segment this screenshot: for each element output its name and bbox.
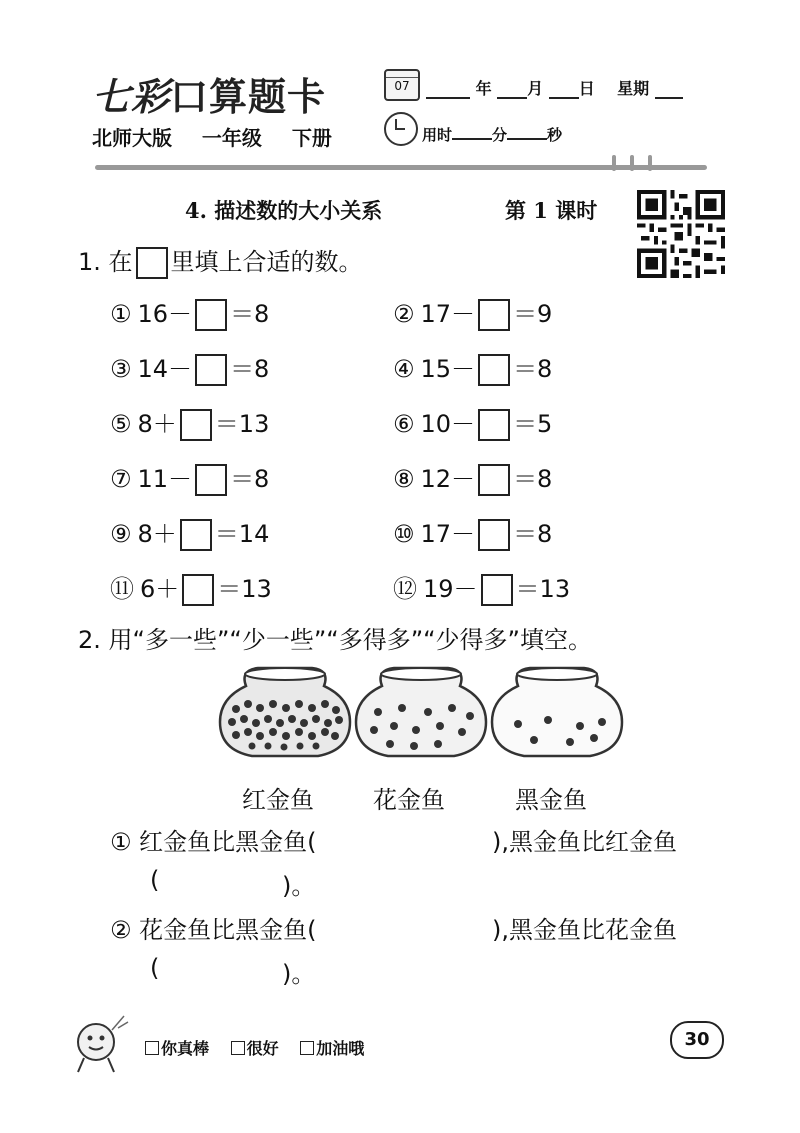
weekday-blank[interactable]: [655, 81, 683, 99]
q2-sentence-1b: ),黑金鱼比红金鱼: [492, 828, 677, 856]
brand-title: [92, 66, 326, 121]
answer-box[interactable]: [180, 519, 212, 551]
fish-label-red: 红金鱼: [242, 786, 314, 814]
rating-option-2[interactable]: 很好: [231, 1039, 279, 1058]
q2-sentence-2a: ② 花金鱼比黑金鱼(: [110, 916, 317, 944]
calendar-day: 07: [394, 79, 410, 93]
equation-right: ＝8: [230, 355, 270, 383]
equation-number: ④: [393, 355, 415, 383]
seconds-blank[interactable]: [507, 124, 547, 140]
clock-icon: [384, 112, 418, 146]
goldfish-bowl-black: [490, 664, 624, 762]
equation-left: 15－: [420, 355, 476, 383]
answer-box[interactable]: [478, 354, 510, 386]
q2-sentence-2d: )。: [282, 960, 316, 988]
equation-number: ①: [110, 300, 132, 328]
ring-binder-icon: [612, 155, 672, 171]
answer-box[interactable]: [182, 574, 214, 606]
self-rating: [145, 1036, 380, 1059]
edition-label: 北师大版 一年级 下册: [92, 126, 332, 150]
answer-box[interactable]: [478, 464, 510, 496]
q2-sentence-1a: ① 红金鱼比黑金鱼(: [110, 828, 317, 856]
equation-item: [110, 514, 269, 551]
year-label: 年: [475, 79, 492, 98]
equation-left: 19－: [423, 575, 478, 603]
lesson-title: 4. 描述数的大小关系: [185, 198, 383, 223]
equation-item: [393, 569, 570, 606]
equation-number: ⑦: [110, 465, 132, 493]
equation-left: 10－: [420, 410, 476, 438]
equation-item: [393, 404, 552, 441]
answer-box[interactable]: [478, 519, 510, 551]
minutes-label: 分: [492, 126, 508, 144]
equation-number: ⑩: [393, 520, 415, 548]
brand-series: 七彩: [92, 74, 171, 119]
q2-sentence-1d: )。: [282, 872, 316, 900]
time-used-line: [422, 124, 562, 145]
equation-right: ＝8: [230, 300, 270, 328]
answer-box[interactable]: [180, 409, 212, 441]
equation-right: ＝8: [513, 520, 553, 548]
equation-number: ⑫: [393, 575, 417, 603]
equation-number: ②: [393, 300, 415, 328]
day-label: 日: [578, 79, 595, 98]
q2-sentence-1c: (: [150, 866, 160, 894]
equation-item: [110, 404, 269, 441]
equation-left: 17－: [420, 520, 476, 548]
example-box: [136, 247, 168, 279]
equation-left: 17－: [420, 300, 476, 328]
equation-number: ⑥: [393, 410, 415, 438]
minutes-blank[interactable]: [452, 124, 492, 140]
rating-option-3[interactable]: 加油哦: [300, 1039, 364, 1058]
answer-box[interactable]: [478, 409, 510, 441]
equation-item: [393, 514, 552, 551]
equation-number: ⑧: [393, 465, 415, 493]
rating-option-1[interactable]: 你真棒: [145, 1039, 209, 1058]
goldfish-bowl-red: [218, 664, 352, 762]
fish-label-black: 黑金鱼: [515, 786, 587, 814]
checkbox-icon[interactable]: [145, 1041, 159, 1055]
q2-sentence-2c: (: [150, 954, 160, 982]
answer-box[interactable]: [195, 299, 227, 331]
time-used-label: 用时: [422, 126, 453, 144]
qr-code-icon[interactable]: [636, 190, 726, 278]
q2-sentence-2b: ),黑金鱼比花金鱼: [492, 916, 677, 944]
equation-right: ＝14: [214, 520, 270, 548]
answer-box[interactable]: [195, 464, 227, 496]
checkbox-icon[interactable]: [231, 1041, 245, 1055]
equation-right: ＝5: [513, 410, 553, 438]
equation-right: ＝9: [513, 300, 553, 328]
equation-left: 16－: [137, 300, 193, 328]
equation-item: [110, 294, 269, 331]
equation-number: ⑤: [110, 410, 132, 438]
goldfish-bowl-flower: [354, 664, 488, 762]
answer-box[interactable]: [478, 299, 510, 331]
month-label: 月: [527, 79, 544, 98]
month-blank[interactable]: [497, 81, 527, 99]
equation-right: ＝13: [217, 575, 272, 603]
equation-item: [393, 294, 552, 331]
equation-item: [110, 459, 269, 496]
equation-number: ③: [110, 355, 132, 383]
equation-item: [393, 349, 552, 386]
equation-left: 8＋: [137, 410, 177, 438]
answer-box[interactable]: [195, 354, 227, 386]
checkbox-icon[interactable]: [300, 1041, 314, 1055]
equation-right: ＝8: [513, 465, 553, 493]
brand-name: 口算题卡: [170, 74, 327, 119]
equation-number: ⑨: [110, 520, 132, 548]
q1-suffix: 里填上合适的数。: [170, 248, 363, 276]
q1-prefix: 1. 在: [78, 248, 133, 276]
page-number: 30: [670, 1021, 724, 1059]
fish-label-flower: 花金鱼: [373, 786, 445, 814]
equation-right: ＝13: [515, 575, 571, 603]
day-blank[interactable]: [549, 81, 579, 99]
equation-right: ＝13: [214, 410, 270, 438]
year-blank[interactable]: [426, 81, 470, 99]
mascot-icon: [66, 1006, 136, 1076]
question-1-instruction: [78, 242, 363, 279]
equation-right: ＝8: [513, 355, 553, 383]
equation-item: [110, 349, 269, 386]
equation-left: 6＋: [140, 575, 180, 603]
equation-left: 11－: [137, 465, 193, 493]
equation-left: 14－: [137, 355, 193, 383]
lesson-period: 第 1 课时: [505, 198, 598, 223]
equation-left: 8＋: [137, 520, 177, 548]
date-line: [426, 76, 683, 99]
equation-left: 12－: [420, 465, 476, 493]
equation-number: ⑪: [110, 575, 134, 603]
answer-box[interactable]: [481, 574, 513, 606]
seconds-label: 秒: [547, 126, 563, 144]
calendar-icon: [384, 69, 420, 101]
question-2-instruction: 2. 用“多一些”“少一些”“多得多”“少得多”填空。: [78, 626, 592, 654]
weekday-label: 星期: [617, 79, 650, 98]
equation-item: [393, 459, 552, 496]
equation-right: ＝8: [230, 465, 270, 493]
equation-item: [110, 569, 272, 606]
